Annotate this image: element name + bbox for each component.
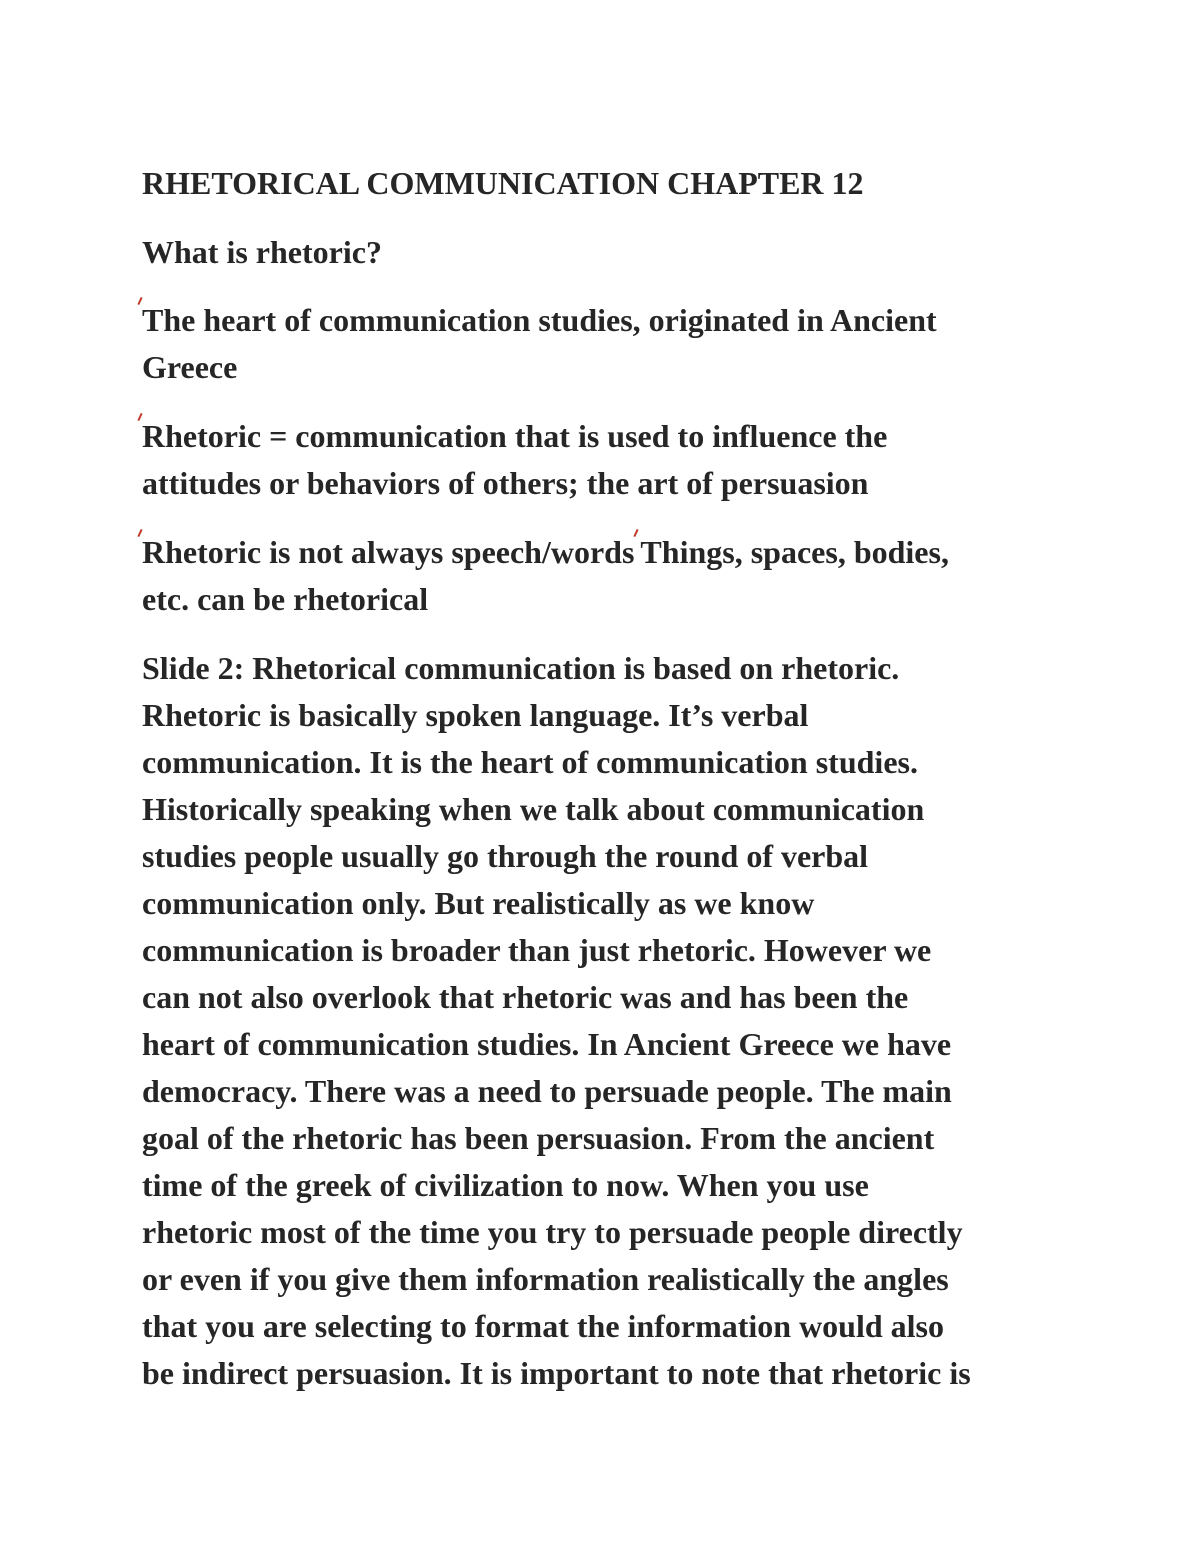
bullet-text: Rhetoric = communication that is used to influence the	[142, 418, 888, 454]
paragraph-line: time of the greek of civilization to now. When you use	[142, 1167, 869, 1203]
paragraph-line: heart of communication studies. In Ancient Greece we have	[142, 1026, 952, 1062]
paragraph-line: be indirect persuasion. It is important to note that rhetoric is	[142, 1355, 971, 1391]
paragraph-line: studies people usually go through the round of verbal	[142, 838, 869, 874]
document-body	[142, 160, 1072, 1397]
question-text: What is rhetoric?	[142, 234, 382, 270]
paragraph-line: rhetoric most of the time you try to persuade people directly	[142, 1214, 963, 1250]
bullet-item-2	[142, 413, 1072, 507]
paragraph-line: Historically speaking when we talk about communication	[142, 791, 925, 827]
paragraph-line: democracy. There was a need to persuade people. The main	[142, 1073, 952, 1109]
slide2-paragraph	[142, 645, 1072, 1397]
bullet-text: Rhetoric is not always speech/words	[142, 534, 635, 570]
paragraph-line: communication only. But realistically as we know	[142, 885, 815, 921]
bullet-text: The heart of communication studies, originated in Ancient	[142, 302, 937, 338]
paragraph-line: communication. It is the heart of communication studies.	[142, 744, 918, 780]
bullet-text: Things, spaces, bodies,	[640, 534, 949, 570]
paragraph-line: communication is broader than just rhetoric. However we	[142, 932, 932, 968]
bullet-line: attitudes or behaviors of others; the art of persuasion	[142, 465, 869, 501]
bullet-item-3	[142, 529, 1072, 623]
paragraph-line: can not also overlook that rhetoric was and has been the	[142, 979, 909, 1015]
paragraph-line: goal of the rhetoric has been persuasion. From the ancient	[142, 1120, 935, 1156]
title-text: RHETORICAL COMMUNICATION CHAPTER 12	[142, 165, 864, 201]
bullet-line: etc. can be rhetorical	[142, 581, 429, 617]
section-question	[142, 229, 1072, 276]
document-title	[142, 160, 1072, 207]
bullet-line	[142, 413, 1072, 460]
bullet-line	[142, 529, 1072, 576]
paragraph-line: that you are selecting to format the information would also	[142, 1308, 944, 1344]
paragraph-line: Rhetoric is basically spoken language. It’s verbal	[142, 697, 809, 733]
paragraph-line: Slide 2: Rhetorical communication is based on rhetoric.	[142, 650, 900, 686]
bullet-line: Greece	[142, 349, 238, 385]
bullet-line	[142, 297, 1072, 344]
paragraph-line: or even if you give them information realistically the angles	[142, 1261, 949, 1297]
bullet-item-1	[142, 297, 1072, 391]
